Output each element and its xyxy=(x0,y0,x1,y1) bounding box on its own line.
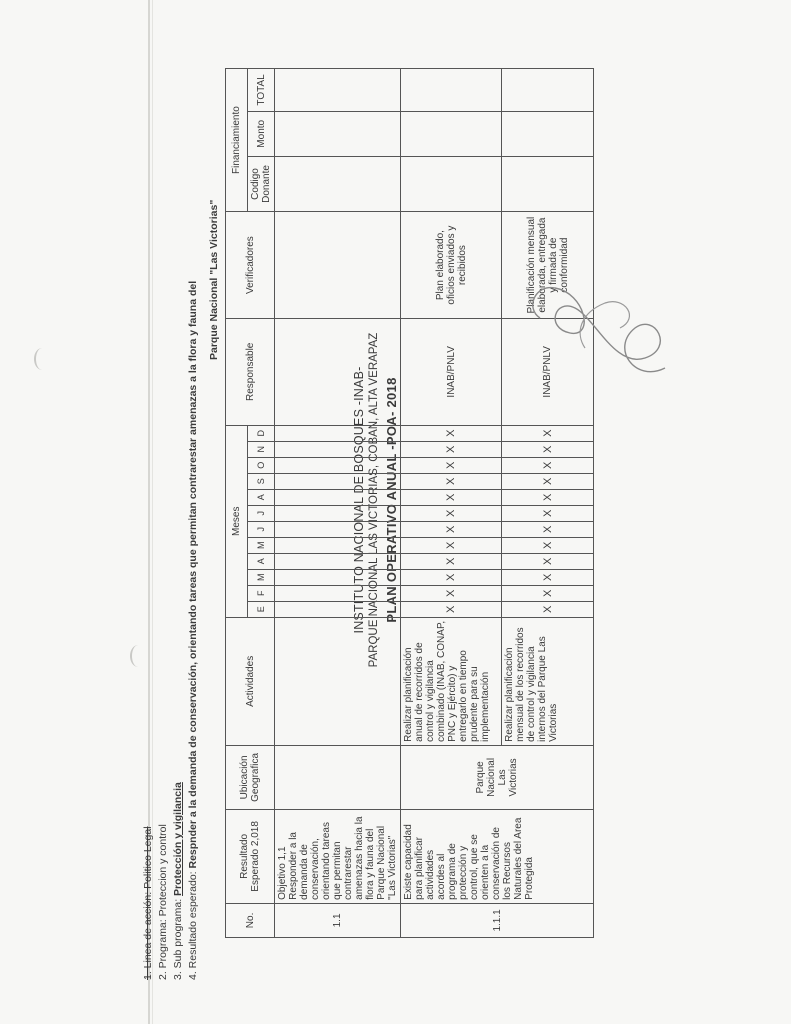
month-mark: X xyxy=(401,505,502,521)
row-total xyxy=(502,69,594,112)
month-mark: X xyxy=(401,569,502,585)
month-mark xyxy=(275,569,401,585)
month-mark xyxy=(275,537,401,553)
month-mark: X xyxy=(401,537,502,553)
month-mark: X xyxy=(502,569,594,585)
month-mark: X xyxy=(401,473,502,489)
month-mark xyxy=(275,457,401,473)
row-verificadores: Plan elaborado, oficios enviados y recibidos xyxy=(401,212,502,319)
row-codigo xyxy=(502,156,594,212)
month-mark: X xyxy=(502,425,594,441)
month-mark: X xyxy=(502,521,594,537)
row-verificadores: Planificación mensual elaborada, entregada y firmada de conformidad xyxy=(502,212,594,319)
row-total xyxy=(275,69,401,112)
plan-title: PLAN OPERATIVO ANUAL -POA- 2018 xyxy=(384,377,399,623)
month-mark xyxy=(275,473,401,489)
month-mark xyxy=(275,553,401,569)
row-monto xyxy=(502,111,594,156)
month-mark xyxy=(275,441,401,457)
month-mark xyxy=(275,601,401,617)
month-mark: X xyxy=(401,553,502,569)
rotated-document-page xyxy=(10,0,770,1000)
col-resultado: Resultado Esperado 2,018 xyxy=(226,809,275,903)
month-mark: X xyxy=(502,489,594,505)
month-mark xyxy=(275,489,401,505)
month-mark: X xyxy=(502,585,594,601)
institution-title: INSTITUTO NACIONAL DE BOSQUES -INAB- xyxy=(352,366,366,634)
month-mark: X xyxy=(502,441,594,457)
month-mark: X xyxy=(502,457,594,473)
month-mark xyxy=(275,425,401,441)
line-accion: 1. Linea de acción: Politico Legal xyxy=(142,826,154,980)
row-resultado: Objetivo 1,1 Responder a la demanda de conservación, orientando tareas que permitan contrarestar amenazas hacia la flora y fauna del Parque Nacional "Las Victorias" xyxy=(275,809,401,903)
col-ubicacion: Ubicación Geografica xyxy=(226,745,275,809)
row-monto xyxy=(275,111,401,156)
month-mark: X xyxy=(502,505,594,521)
table-row xyxy=(401,69,502,938)
col-total: TOTAL xyxy=(248,69,275,112)
row-total xyxy=(401,69,502,112)
row-verificadores xyxy=(275,212,401,319)
month-header: M xyxy=(248,537,275,553)
month-mark: X xyxy=(401,489,502,505)
row-resultado: Existe capacidad para planificar actividades acordes al programa de protección y control, que se orienten a la conservación de los Recursos Naturales del Area Protegida xyxy=(401,809,594,903)
resultado-value: Respnder a la demanda de conservación, orientando tareas que permitan contrarestar amenazas a la flora y fauna del xyxy=(187,280,199,869)
month-header: E xyxy=(248,601,275,617)
month-mark: X xyxy=(401,425,502,441)
month-header: J xyxy=(248,521,275,537)
month-mark: X xyxy=(502,553,594,569)
row-codigo xyxy=(275,156,401,212)
month-header: M xyxy=(248,569,275,585)
row-responsable xyxy=(275,318,401,425)
row-responsable: INAB/PNLV xyxy=(502,318,594,425)
line-resultado-cont: Parque Nacional "Las Victorias" xyxy=(208,199,220,360)
month-mark: X xyxy=(401,601,502,617)
subprograma-value: Protección y vigilancia xyxy=(172,782,184,896)
row-codigo xyxy=(401,156,502,212)
month-mark xyxy=(275,521,401,537)
month-mark: X xyxy=(502,601,594,617)
row-actividades xyxy=(275,617,401,745)
line-resultado: 4. Resultado esperado: Respnder a la demanda de conservación, orientando tareas que permitan contrarestar amenazas a la flora y fauna del xyxy=(187,280,199,980)
col-verificadores: Verificadores xyxy=(226,212,275,319)
park-subtitle: PARQUE NACIONAL LAS VICTORIAS, COBAN, ALTA VERAPAZ xyxy=(368,332,380,668)
month-mark: X xyxy=(401,521,502,537)
month-header: O xyxy=(248,457,275,473)
signature-scribble xyxy=(515,268,683,388)
month-header: F xyxy=(248,585,275,601)
row-no: 1.1.1 xyxy=(401,903,594,937)
row-actividades: Realizar planificación anual de recorridos de control y vigilancia combinado (INAB, CONAP, PNC y Ejército) y entregarlo en tiempo prudente para su implementación xyxy=(401,617,502,745)
row-ubicacion xyxy=(275,745,401,809)
table-header-row xyxy=(226,69,248,938)
row-ubicacion: Parque Nacional Las Victorias xyxy=(401,745,594,809)
month-mark: X xyxy=(401,457,502,473)
month-mark: X xyxy=(401,585,502,601)
row-no: 1.1 xyxy=(275,903,401,937)
month-mark: X xyxy=(502,473,594,489)
month-header: A xyxy=(248,553,275,569)
col-responsable: Responsable xyxy=(226,318,275,425)
col-codigo-donante: Codigo Donante xyxy=(248,156,275,212)
col-meses: Meses xyxy=(226,425,248,617)
month-header: D xyxy=(248,425,275,441)
month-mark: X xyxy=(401,441,502,457)
month-header: A xyxy=(248,489,275,505)
line-programa: 2. Programa: Proteccion y control xyxy=(157,824,169,980)
col-no: No. xyxy=(226,903,275,937)
month-mark: X xyxy=(502,537,594,553)
row-responsable: INAB/PNLV xyxy=(401,318,502,425)
table-row xyxy=(275,69,401,938)
col-financiamiento: Financiamiento xyxy=(226,69,248,212)
col-monto: Monto xyxy=(248,111,275,156)
poa-table xyxy=(225,68,594,938)
month-header: S xyxy=(248,473,275,489)
month-mark xyxy=(275,505,401,521)
month-header: J xyxy=(248,505,275,521)
col-actividades: Actividades xyxy=(226,617,275,745)
line-subprograma: 3. Sub programa: Protección y vigilancia xyxy=(172,782,184,980)
row-monto xyxy=(401,111,502,156)
row-actividades: Realizar planificación mensual de los recorridos de control y vigilancia internos del Parque Las Victorias xyxy=(502,617,594,745)
month-mark xyxy=(275,585,401,601)
month-header: N xyxy=(248,441,275,457)
